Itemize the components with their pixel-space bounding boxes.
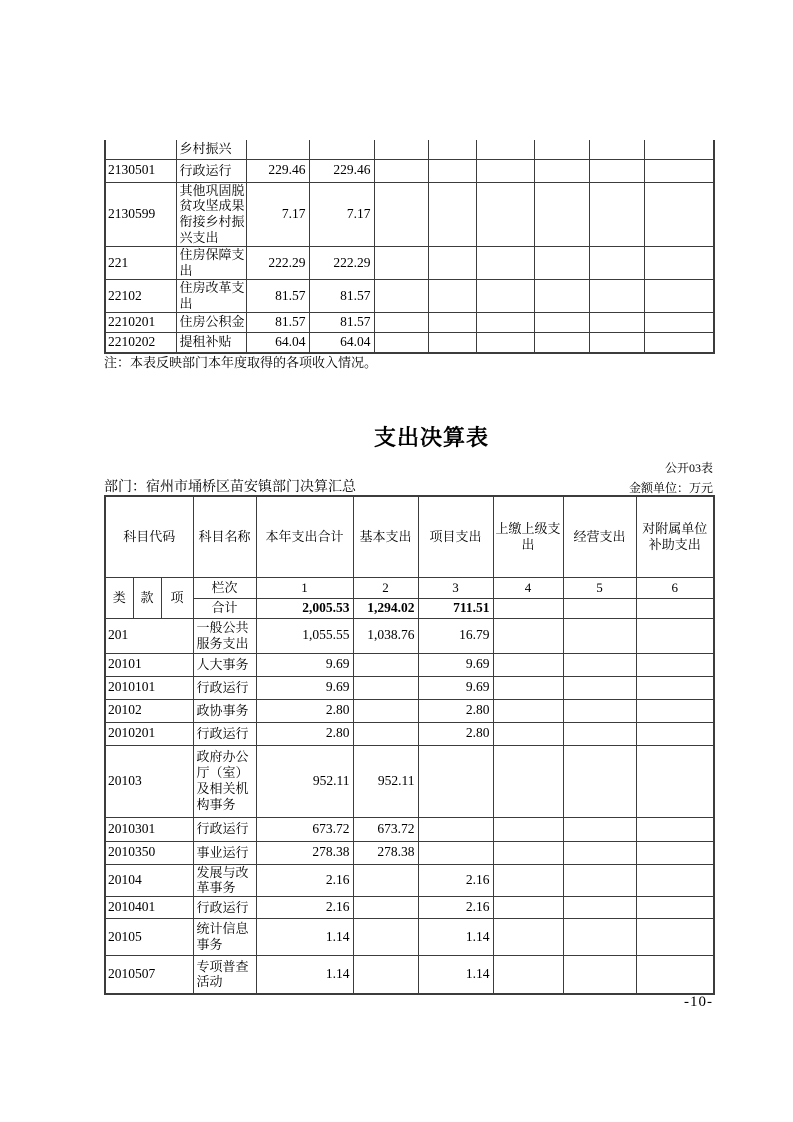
subject-code-cell: 2010507 — [105, 956, 193, 994]
empty-cell — [636, 676, 714, 699]
header-column-index-label: 栏次 — [193, 577, 256, 598]
empty-cell — [644, 279, 714, 312]
empty-cell — [589, 140, 644, 159]
subject-code-cell: 2010101 — [105, 676, 193, 699]
empty-cell — [374, 159, 428, 182]
empty-cell — [493, 919, 563, 956]
header-operating-expense: 经营支出 — [563, 496, 636, 577]
empty-cell — [374, 279, 428, 312]
header-subsidiary-expense: 对附属单位补助支出 — [636, 496, 714, 577]
header-basic-expense: 基本支出 — [353, 496, 418, 577]
subject-code-cell: 2010350 — [105, 841, 193, 864]
page-number: -10- — [684, 994, 713, 1010]
empty-cell — [374, 140, 428, 159]
empty-cell — [644, 159, 714, 182]
subject-name-cell: 乡村振兴 — [176, 140, 246, 159]
empty-cell — [374, 332, 428, 353]
subject-code-cell: 221 — [105, 246, 176, 279]
empty-cell — [644, 246, 714, 279]
expense-table-row — [105, 817, 714, 841]
expense-table-row — [105, 745, 714, 817]
expense-table-row — [105, 919, 714, 956]
empty-cell — [563, 676, 636, 699]
total-row — [105, 598, 714, 618]
empty-cell — [534, 159, 589, 182]
subject-code-cell: 201 — [105, 618, 193, 653]
income-total-cell: 222.29 — [246, 246, 309, 279]
subject-code-cell: 20104 — [105, 864, 193, 897]
empty-cell — [563, 841, 636, 864]
income-table-row — [105, 246, 714, 279]
expense-table-row — [105, 676, 714, 699]
income-fiscal-cell: 222.29 — [309, 246, 374, 279]
empty-cell — [589, 246, 644, 279]
subject-code-cell: 2210202 — [105, 332, 176, 353]
empty-cell — [644, 140, 714, 159]
empty-cell — [636, 841, 714, 864]
total-label-cell: 合计 — [193, 598, 256, 618]
empty-cell — [476, 159, 534, 182]
income-table-row — [105, 159, 714, 182]
subject-code-cell: 20103 — [105, 745, 193, 817]
subject-name-cell: 统计信息事务 — [193, 919, 256, 956]
subject-name-cell: 一般公共服务支出 — [193, 618, 256, 653]
project-expense-cell: 1.14 — [418, 919, 493, 956]
column-index: 5 — [563, 577, 636, 598]
empty-cell — [493, 598, 563, 618]
empty-cell — [636, 919, 714, 956]
project-expense-cell: 9.69 — [418, 653, 493, 676]
subject-name-cell: 提租补贴 — [176, 332, 246, 353]
total-expense-cell: 278.38 — [256, 841, 353, 864]
subject-name-cell: 事业运行 — [193, 841, 256, 864]
basic-expense-cell — [353, 956, 418, 994]
empty-cell — [636, 864, 714, 897]
income-fiscal-cell — [309, 140, 374, 159]
basic-expense-cell — [353, 676, 418, 699]
subject-name-cell: 行政运行 — [193, 817, 256, 841]
empty-cell — [563, 618, 636, 653]
income-table-row — [105, 312, 714, 332]
empty-cell — [563, 956, 636, 994]
empty-cell — [493, 897, 563, 919]
total-expense-cell: 2.80 — [256, 722, 353, 745]
empty-cell — [493, 676, 563, 699]
empty-cell — [589, 159, 644, 182]
subject-code-cell: 2210201 — [105, 312, 176, 332]
empty-cell — [493, 817, 563, 841]
empty-cell — [493, 864, 563, 897]
income-fiscal-cell: 64.04 — [309, 332, 374, 353]
empty-cell — [636, 699, 714, 722]
empty-cell — [534, 312, 589, 332]
empty-cell — [589, 332, 644, 353]
subject-code-cell: 2130599 — [105, 182, 176, 246]
project-expense-cell — [418, 841, 493, 864]
empty-cell — [563, 598, 636, 618]
subject-code-cell: 2010401 — [105, 897, 193, 919]
total-expense-cell: 2.16 — [256, 897, 353, 919]
expense-table-row — [105, 897, 714, 919]
empty-cell — [563, 699, 636, 722]
column-index: 4 — [493, 577, 563, 598]
empty-cell — [563, 722, 636, 745]
income-fiscal-cell: 7.17 — [309, 182, 374, 246]
empty-cell — [374, 246, 428, 279]
empty-cell — [428, 159, 476, 182]
empty-cell — [428, 140, 476, 159]
basic-expense-cell — [353, 897, 418, 919]
basic-expense-cell — [353, 864, 418, 897]
project-expense-cell: 2.80 — [418, 722, 493, 745]
form-number-label: 公开03表 — [664, 461, 713, 475]
subject-name-cell: 住房改革支出 — [176, 279, 246, 312]
header-section: 款 — [133, 577, 161, 618]
subject-code-cell — [105, 140, 176, 159]
empty-cell — [636, 722, 714, 745]
income-total-cell: 81.57 — [246, 312, 309, 332]
total-expense-cell: 2,005.53 — [256, 598, 353, 618]
empty-cell — [534, 279, 589, 312]
empty-cell — [636, 817, 714, 841]
table-meta-row — [104, 476, 713, 496]
empty-cell — [493, 653, 563, 676]
empty-cell — [563, 653, 636, 676]
subject-name-cell: 住房保障支出 — [176, 246, 246, 279]
total-expense-cell: 673.72 — [256, 817, 353, 841]
empty-cell — [636, 653, 714, 676]
income-table-body — [105, 140, 714, 353]
income-table-row — [105, 279, 714, 312]
empty-cell — [563, 817, 636, 841]
basic-expense-cell: 278.38 — [353, 841, 418, 864]
basic-expense-cell — [353, 722, 418, 745]
unit-label: 金额单位：万元 — [628, 481, 713, 495]
expense-table-row — [105, 618, 714, 653]
income-fiscal-cell: 81.57 — [309, 312, 374, 332]
expense-table-row — [105, 699, 714, 722]
basic-expense-cell — [353, 919, 418, 956]
empty-cell — [428, 182, 476, 246]
income-total-cell — [246, 140, 309, 159]
basic-expense-cell — [353, 699, 418, 722]
column-index: 1 — [256, 577, 353, 598]
total-expense-cell: 1,055.55 — [256, 618, 353, 653]
empty-cell — [563, 745, 636, 817]
empty-cell — [563, 864, 636, 897]
empty-cell — [644, 312, 714, 332]
empty-cell — [636, 897, 714, 919]
empty-cell — [374, 182, 428, 246]
project-expense-cell — [418, 817, 493, 841]
income-table-row — [105, 182, 714, 246]
empty-cell — [374, 312, 428, 332]
header-class: 类 — [105, 577, 133, 618]
income-table-row — [105, 332, 714, 353]
empty-cell — [563, 897, 636, 919]
expense-table-row — [105, 722, 714, 745]
subject-code-cell: 22102 — [105, 279, 176, 312]
project-expense-cell: 2.16 — [418, 897, 493, 919]
header-subject-name: 科目名称 — [193, 496, 256, 577]
expense-table-header — [105, 496, 714, 618]
expense-table-row — [105, 653, 714, 676]
empty-cell — [636, 745, 714, 817]
income-fiscal-cell: 81.57 — [309, 279, 374, 312]
basic-expense-cell: 673.72 — [353, 817, 418, 841]
empty-cell — [428, 312, 476, 332]
empty-cell — [476, 140, 534, 159]
total-expense-cell: 1.14 — [256, 919, 353, 956]
empty-cell — [428, 332, 476, 353]
total-expense-cell: 9.69 — [256, 653, 353, 676]
basic-expense-cell: 952.11 — [353, 745, 418, 817]
expense-table — [104, 495, 715, 995]
column-index: 6 — [636, 577, 714, 598]
subject-code-cell: 2130501 — [105, 159, 176, 182]
empty-cell — [476, 312, 534, 332]
project-expense-cell: 9.69 — [418, 676, 493, 699]
empty-cell — [534, 332, 589, 353]
income-fiscal-cell: 229.46 — [309, 159, 374, 182]
total-expense-cell: 952.11 — [256, 745, 353, 817]
empty-cell — [476, 246, 534, 279]
column-index: 2 — [353, 577, 418, 598]
empty-cell — [636, 598, 714, 618]
empty-cell — [493, 618, 563, 653]
total-project-cell: 711.51 — [418, 598, 493, 618]
empty-cell — [534, 140, 589, 159]
subject-name-cell: 人大事务 — [193, 653, 256, 676]
subject-name-cell: 政府办公厅（室）及相关机构事务 — [193, 745, 256, 817]
income-table-note: 注：本表反映部门本年度取得的各项收入情况。 — [104, 355, 378, 370]
empty-cell — [644, 332, 714, 353]
empty-cell — [589, 312, 644, 332]
header-row-main — [105, 496, 714, 577]
expense-table-row — [105, 841, 714, 864]
empty-cell — [534, 182, 589, 246]
project-expense-cell: 2.80 — [418, 699, 493, 722]
project-expense-cell: 16.79 — [418, 618, 493, 653]
subject-name-cell: 专项普查活动 — [193, 956, 256, 994]
total-basic-cell: 1,294.02 — [353, 598, 418, 618]
income-total-cell: 7.17 — [246, 182, 309, 246]
empty-cell — [428, 279, 476, 312]
subject-code-cell: 20102 — [105, 699, 193, 722]
subject-name-cell: 政协事务 — [193, 699, 256, 722]
empty-cell — [589, 182, 644, 246]
empty-cell — [493, 745, 563, 817]
subject-code-cell: 2010301 — [105, 817, 193, 841]
basic-expense-cell — [353, 653, 418, 676]
empty-cell — [563, 919, 636, 956]
subject-code-cell: 20105 — [105, 919, 193, 956]
empty-cell — [534, 246, 589, 279]
subject-name-cell: 其他巩固脱贫攻坚成果衔接乡村振兴支出 — [176, 182, 246, 246]
income-total-cell: 81.57 — [246, 279, 309, 312]
header-item: 项 — [161, 577, 193, 618]
subject-name-cell: 发展与改革事务 — [193, 864, 256, 897]
empty-cell — [644, 182, 714, 246]
total-expense-cell: 9.69 — [256, 676, 353, 699]
subject-name-cell: 行政运行 — [193, 676, 256, 699]
project-expense-cell: 2.16 — [418, 864, 493, 897]
column-index: 3 — [418, 577, 493, 598]
subject-name-cell: 行政运行 — [193, 722, 256, 745]
empty-cell — [636, 618, 714, 653]
subject-name-cell: 行政运行 — [176, 159, 246, 182]
header-upper-level-expense: 上缴上级支出 — [493, 496, 563, 577]
income-total-cell: 229.46 — [246, 159, 309, 182]
header-total-expense: 本年支出合计 — [256, 496, 353, 577]
expense-table-row — [105, 956, 714, 994]
subject-code-cell: 20101 — [105, 653, 193, 676]
empty-cell — [428, 246, 476, 279]
page-title: 支出决算表 — [373, 425, 489, 450]
income-table-continuation — [104, 140, 715, 354]
header-row-columns — [105, 577, 714, 598]
basic-expense-cell: 1,038.76 — [353, 618, 418, 653]
empty-cell — [493, 956, 563, 994]
empty-cell — [589, 279, 644, 312]
empty-cell — [493, 722, 563, 745]
empty-cell — [476, 332, 534, 353]
project-expense-cell: 1.14 — [418, 956, 493, 994]
empty-cell — [476, 182, 534, 246]
expense-table-row — [105, 864, 714, 897]
empty-cell — [636, 956, 714, 994]
total-expense-cell: 2.80 — [256, 699, 353, 722]
subject-code-cell: 2010201 — [105, 722, 193, 745]
income-table-row — [105, 140, 714, 159]
income-total-cell: 64.04 — [246, 332, 309, 353]
empty-cell — [493, 841, 563, 864]
empty-cell — [476, 279, 534, 312]
header-subject-code: 科目代码 — [105, 496, 193, 577]
empty-cell — [493, 699, 563, 722]
expense-table-body — [105, 618, 714, 994]
total-expense-cell: 2.16 — [256, 864, 353, 897]
project-expense-cell — [418, 745, 493, 817]
subject-name-cell: 行政运行 — [193, 897, 256, 919]
header-project-expense: 项目支出 — [418, 496, 493, 577]
department-label: 部门：宿州市埇桥区苗安镇部门决算汇总 — [104, 480, 356, 495]
total-expense-cell: 1.14 — [256, 956, 353, 994]
subject-name-cell: 住房公积金 — [176, 312, 246, 332]
